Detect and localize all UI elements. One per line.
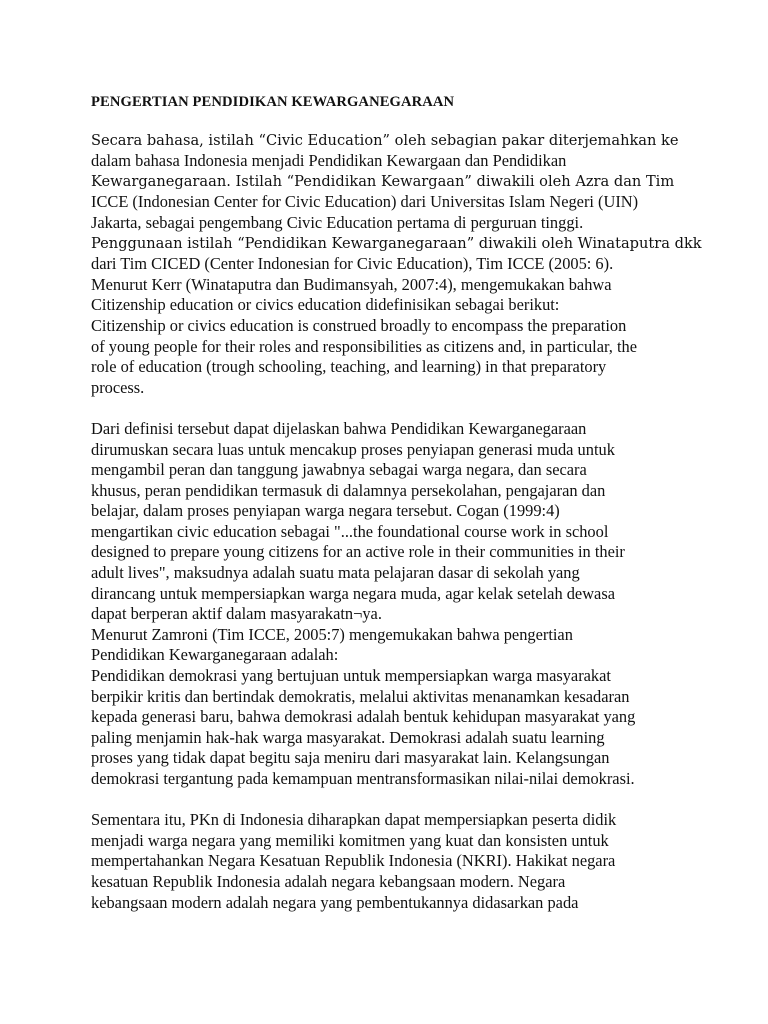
text-line: dapat berperan aktif dalam masyarakatn¬ya. (91, 604, 382, 624)
text-line: dirumuskan secara luas untuk mencakup proses penyiapan generasi muda untuk (91, 439, 615, 459)
text-line: Citizenship education or civics education didefinisikan sebagai berikut: (91, 295, 560, 315)
text-line: Sementara itu, PKn di Indonesia diharapkan dapat mempersiapkan peserta didik (91, 810, 617, 830)
text-line: Citizenship or civics education is construed broadly to encompass the preparation (91, 315, 627, 335)
text-line: kebangsaan modern adalah negara yang pembentukannya didasarkan pada (91, 892, 579, 912)
text-line: demokrasi tergantung pada kemampuan mentransformasikan nilai-nilai demokrasi. (91, 769, 635, 788)
text-line: dari Tim CICED (Center Indonesian for Civic Education), Tim ICCE (2005: 6). (91, 254, 614, 274)
text-line: kesatuan Republik Indonesia adalah negara kebangsaan modern. Negara (91, 871, 566, 891)
text-line: menjadi warga negara yang memiliki komitmen yang kuat dan konsisten untuk (91, 830, 609, 850)
text-line: Pendidikan Kewarganegaraan adalah: (91, 645, 339, 665)
text-line: Pendidikan demokrasi yang bertujuan untuk mempersiapkan warga masyarakat (91, 666, 611, 686)
text-line: mengartikan civic education sebagai "...the foundational course work in school (91, 521, 609, 541)
text-line: belajar, dalam proses penyiapan warga negara tersebut. Cogan (1999:4) (91, 501, 560, 521)
text-line: Dari definisi tersebut dapat dijelaskan bahwa Pendidikan Kewarganegaraan (91, 418, 587, 438)
text-line: paling menjamin hak-hak warga masyarakat. Demokrasi adalah suatu learning (91, 727, 605, 747)
text-line: dalam bahasa Indonesia menjadi Pendidikan Kewargaan dan Pendidikan (91, 151, 567, 171)
text-line: khusus, peran pendidikan termasuk di dalamnya persekolahan, pengajaran dan (91, 480, 606, 500)
text-line: role of education (trough schooling, teaching, and learning) in that preparatory (91, 357, 607, 377)
paragraph (91, 131, 702, 399)
text-line: adult lives", maksudnya adalah suatu mata pelajaran dasar di sekolah yang (91, 563, 580, 583)
text-line: process. (91, 377, 145, 397)
document-body (91, 131, 702, 914)
text-line: kepada generasi baru, bahwa demokrasi adalah bentuk kehidupan masyarakat yang (91, 707, 636, 727)
document-page (91, 92, 702, 913)
paragraph-spacer (91, 790, 691, 811)
text-line: Jakarta, sebagai pengembang Civic Education pertama di perguruan tinggi. (91, 212, 584, 232)
text-line: Menurut Zamroni (Tim ICCE, 2005:7) mengemukakan bahwa pengertian (91, 624, 573, 644)
text-line: berpikir kritis dan bertindak demokratis, melalui aktivitas menanamkan kesadaran (91, 686, 630, 706)
text-line: dirancang untuk mempersiapkan warga negara muda, agar kelak setelah dewasa (91, 583, 615, 603)
text-line: Menurut Kerr (Winataputra dan Budimansyah, 2007:4), mengemukakan bahwa (91, 274, 612, 294)
text-line: designed to prepare young citizens for an active role in their communities in their (91, 542, 625, 562)
text-line: proses yang tidak dapat begitu saja meniru dari masyarakat lain. Kelangsungan (91, 748, 610, 768)
text-line: of young people for their roles and responsibilities as citizens and, in particular, the (91, 336, 637, 356)
text-line: Kewarganegaraan. Istilah “Pendidikan Kewargaan” diwakili oleh Azra dan Tim (91, 172, 675, 190)
text-line: ICCE (Indonesian Center for Civic Education) dari Universitas Islam Negeri (UIN) (91, 192, 639, 212)
paragraph (91, 419, 691, 790)
paragraph (91, 810, 691, 913)
text-line: mengambil peran dan tanggung jawabnya sebagai warga negara, dan secara (91, 460, 587, 480)
text-line: mempertahankan Negara Kesatuan Republik Indonesia (NKRI). Hakikat negara (91, 851, 616, 871)
text-line: Penggunaan istilah “Pendidikan Kewarganegaraan” diwakili oleh Winataputra dkk (91, 234, 702, 252)
paragraph-spacer (91, 398, 691, 419)
document-title: PENGERTIAN PENDIDIKAN KEWARGANEGARAAN (91, 94, 455, 110)
text-line: Secara bahasa, istilah “Civic Education” oleh sebagian pakar diterjemahkan ke (91, 131, 679, 149)
